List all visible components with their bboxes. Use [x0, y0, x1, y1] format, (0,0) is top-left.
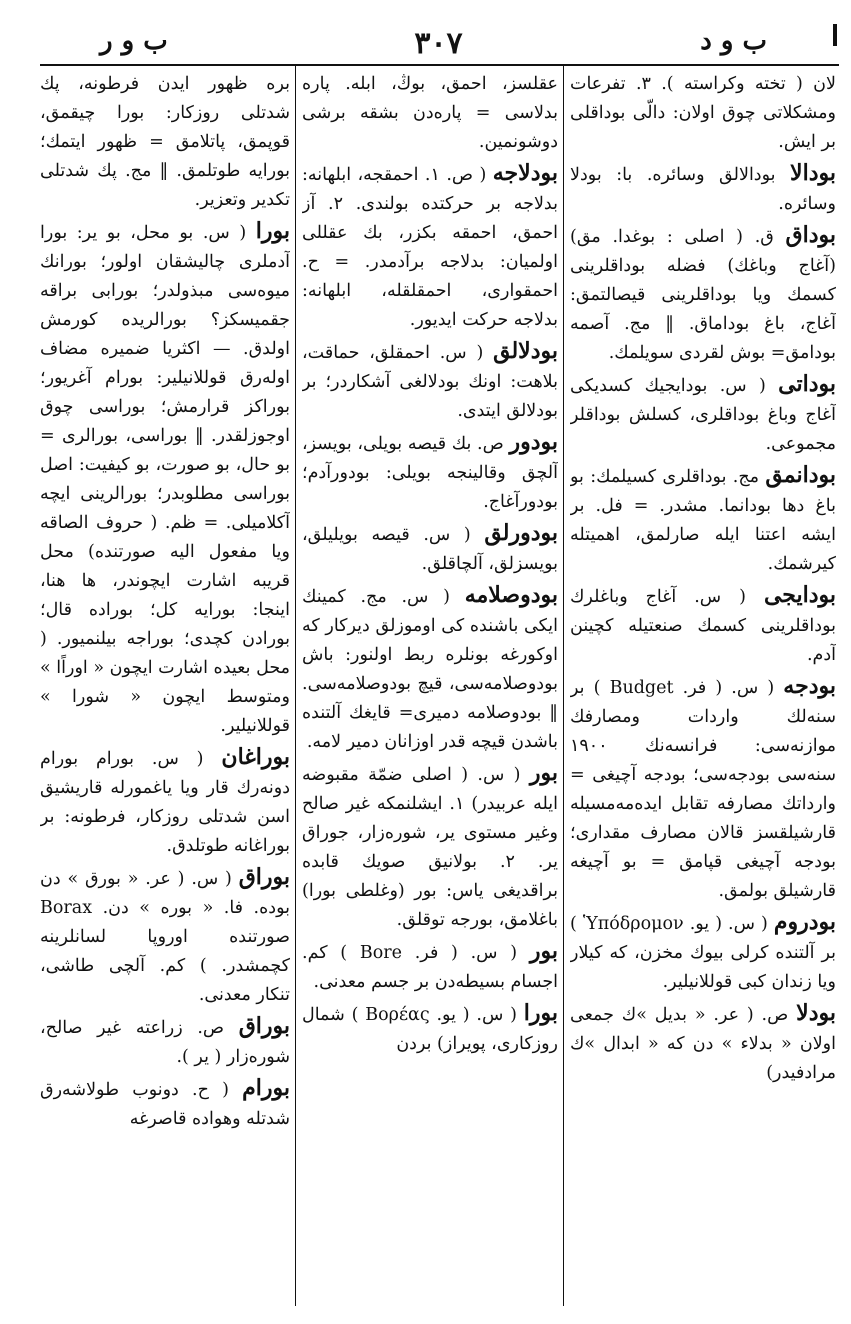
- header-right-letters: ب و د: [700, 26, 767, 56]
- entry-text: عقلسز، احمق، بوڭ، ابله. پاره بدلاسی = پاره‌دن بشقه برشی دوشونمین.: [302, 74, 558, 152]
- dictionary-entry: [302, 70, 558, 157]
- entry-headword: بورا: [255, 218, 290, 244]
- entry-text: ص. ( عر. « بدیل »ك جمعی اولان « بدلاء » دن كه « ابدال »ك مرادفیدر): [570, 1005, 836, 1083]
- dictionary-entry: [302, 999, 558, 1059]
- column-middle: [302, 70, 558, 1306]
- entry-text: ( س. ( یو. Βορέας ) شمال روزكاری، پویراز) بردن: [302, 1005, 558, 1054]
- dictionary-entry: [302, 159, 558, 335]
- entry-headword: بور: [529, 760, 558, 786]
- dictionary-entry: [302, 937, 558, 997]
- entry-text: ( س. ( فر. Budget ) بر سنه‌لك واردات ومصارفك موازنه‌سی: فرانسه‌نك ١٩٠٠ سنه‌سی بودجه‌سی؛ بودجه آچیغی = وارداتك مصارفه تقابل ایده‌مه‌مسیله قارشیلقسز قالان مصارف مقداری؛ بودجه آچیغی قپامق = بو آچیغه قارشیلق بولمق.: [570, 678, 836, 901]
- dictionary-entry: [570, 370, 836, 459]
- dictionary-entry: [302, 519, 558, 579]
- dictionary-entry: [302, 581, 558, 757]
- entry-headword: بودلاجه: [492, 160, 558, 186]
- dictionary-entry: [40, 217, 290, 741]
- dictionary-entry: [40, 70, 290, 215]
- entry-headword: بوداتی: [778, 371, 836, 397]
- entry-text: ( س. ( یو. Ὑπόδρομον ) بر آلتنده كرلی بیوك مخزن، كه كیلار ویا زندان كبی قوللانیلیر.: [570, 914, 836, 992]
- entry-headword: بورام: [242, 1075, 290, 1101]
- entry-text: ( س. مج. كمینك ایكی باشنده كی اوموزلق دیركار كه اوكورغه بونلره ربط اولنور: باش بودوصلامه‌سی، قیچ بودوصلامه‌سی. ‖ بودوصلامه دمیری= قایغك آلتنده باشدن قیچه قدر اوزانان دمیر لامه.: [302, 587, 558, 752]
- dictionary-entry: [302, 337, 558, 426]
- entry-headword: بودالا: [790, 160, 836, 186]
- entry-headword: بودروم: [773, 909, 836, 935]
- column-right: [570, 70, 836, 1306]
- dictionary-entry: [570, 672, 836, 906]
- entry-text: ( ص. ١. احمقجه، ابلهانه: بدلاجه بر حركتده بولندی. ٢. آز احمق، احمقه بكزر، بك عقللی اولمیان: بدلاجه برآدمدر. = ح. احمقواری، احمقلقله، ابلهانه: بدلاجه حركت ایدیور.: [302, 165, 558, 330]
- column-divider: [295, 66, 296, 1306]
- column-left: [40, 70, 290, 1306]
- entry-headword: بودانمق: [765, 462, 836, 488]
- entry-text: ( س. بو محل، بو یر: بورا آدملری چالیشقان اولور؛ بورانك میوه‌سی مبذولدر؛ بورابی براقه جقمیسكز؟ بورالریده كورمش اولدق. — اكثریا ضمیره مضاف اوله‌رق قوللانیلیر: بورام آغریور؛ بوراكز قرارمش؛ بوراسی چوق اوجوزلقدر. ‖ بوراسی، بورالری = بو حال، بو صورت، بو كیفیت: اصل بوراسی مطلوبدر؛ بورالرینی ایچه آكلامیلی. = ظم. ( حروف الصاقه ویا مفعول الیه صورتنده) محل قریبه اشارت ایچوندر، ها هنا، اینجا: بورایه كل؛ بوراده قال؛ بورادن كچدی؛ بوراجه بیلنمیور. ( محل بعیده اشارت ایچون « اوراًا » ومتوسط ایچون « شورا » قوللانیلیر.: [40, 223, 290, 736]
- entry-text: لان ( تخته وكراسته ). ٣. تفرعات ومشكلاتی چوق اولان: دالّی بوداقلی بر ایش.: [570, 74, 836, 152]
- header-rule: [40, 64, 839, 66]
- entry-text: ( س. آغاج وباغلرك بوداقلرینی كسمك صنعتیله كچینن آدم.: [570, 587, 836, 665]
- page-header: [40, 22, 837, 66]
- edge-mark: [833, 24, 837, 46]
- dictionary-entry: [570, 159, 836, 219]
- entry-headword: بور: [529, 938, 558, 964]
- entry-headword: بودور: [509, 429, 558, 455]
- dictionary-entry: [40, 1074, 290, 1134]
- entry-text: ق. ( اصلی : بوغدا. مق) (آغاج وباغك) فضله بوداقلرینی كسمك ویا بوداقلرینی قیصالتمق: آغاج، باغ بوداماق. ‖ مج. آصمه بودامق= بوش لقردی سویلمك.: [570, 227, 836, 363]
- entry-headword: بودلالق: [493, 338, 558, 364]
- entry-headword: بوداق: [785, 222, 836, 248]
- entry-text: ( ح. دونوب طولاشه‌رق شدتله وهواده قاصرغه: [40, 1080, 290, 1129]
- entry-headword: بودجه: [783, 673, 836, 699]
- dictionary-entry: [570, 581, 836, 670]
- entry-text: بودالالق وسائره. با: بودلا وسائره.: [570, 165, 836, 214]
- dictionary-entry: [302, 759, 558, 935]
- entry-text: ( س. قیصه بویلیلق، بویسزلق، آلچاقلق.: [302, 525, 558, 574]
- entry-headword: بوراغان: [221, 744, 290, 770]
- entry-text: بره ظهور ایدن فرطونه، پك شدتلی روزكار: بورا چیقمق، قوپمق، پاتلامق = ظهور ایتمك؛ بورایه طوتلمق. ‖ مج. پك شدتلی تكدیر وتعزیر.: [40, 74, 290, 210]
- entry-headword: بودایجی: [763, 582, 836, 608]
- dictionary-entry: [40, 1012, 290, 1072]
- entry-text: ( س. بورام بورام دونه‌رك قار ویا یاغمورله قاریشیق اسن شدتلی روزكار، فرطونه: بر بوراغانه طوتلدق.: [40, 749, 290, 856]
- entry-headword: بوراق: [238, 1013, 290, 1039]
- entry-headword: بودورلق: [484, 520, 558, 546]
- dictionary-entry: [570, 70, 836, 157]
- entry-text: ( س. بودایجیك كسدیكی آغاج وباغ بوداقلری، كسلش بوداقلر مجموعی.: [570, 376, 836, 454]
- entry-text: ص. بك قیصه بویلی، بویسز، آلچق وقالینجه بویلی: بودورآدم؛ بودورآغاج.: [302, 434, 558, 512]
- entry-text: ص. زراعته غیر صالح، شوره‌زار ( یر ).: [40, 1018, 290, 1067]
- dictionary-entry: [570, 999, 836, 1088]
- dictionary-entry: [570, 461, 836, 579]
- page-number: ٣٠٧: [414, 26, 463, 61]
- dictionary-entry: [302, 428, 558, 517]
- entry-text: ( س. ( اصلی ضمّة مقبوضه ایله عربیدر) ١. ایشلنمكه غیر صالح وغیر مستوی یر، شوره‌زار، جوراق یر. ٢. بولانیق صویك قابده براقدیغی یاس: بور (وغلطی بورا) باغلامق، بورجه توقلق.: [302, 765, 558, 930]
- dictionary-entry: [570, 908, 836, 997]
- column-divider: [563, 66, 564, 1306]
- entry-text: مج. بوداقلری كسیلمك: بو باغ دها بودانما. مشدر. = فل. بر ایشه اعتنا ایله صارلمق، اهمیتله كیرشمك.: [570, 467, 836, 574]
- entry-headword: بورا: [523, 1000, 558, 1026]
- entry-headword: بودلا: [796, 1000, 836, 1026]
- dictionary-entry: [40, 863, 290, 1010]
- entry-headword: بوراق: [238, 864, 290, 890]
- entry-text: ( س. احمقلق، حماقت، بلاهت: اونك بودلالغی آشكاردر؛ بر بودلالق ایتدی.: [302, 343, 558, 421]
- dictionary-entry: [570, 221, 836, 368]
- dictionary-entry: [40, 743, 290, 861]
- entry-text: ( س. ( فر. Bore ) كم. اجسام بسیطه‌دن بر جسم معدنی.: [302, 943, 558, 992]
- header-left-letters: ب و ر: [100, 26, 168, 56]
- entry-text: ( س. ( عر. « بورق » دن بوده. فا. « بوره » دن. Borax صورتنده اوروپا لسانلرینه كچمشدر. ) كم. آلچی طاشی، تنكار معدنی.: [40, 869, 290, 1005]
- entry-headword: بودوصلامه: [464, 582, 558, 608]
